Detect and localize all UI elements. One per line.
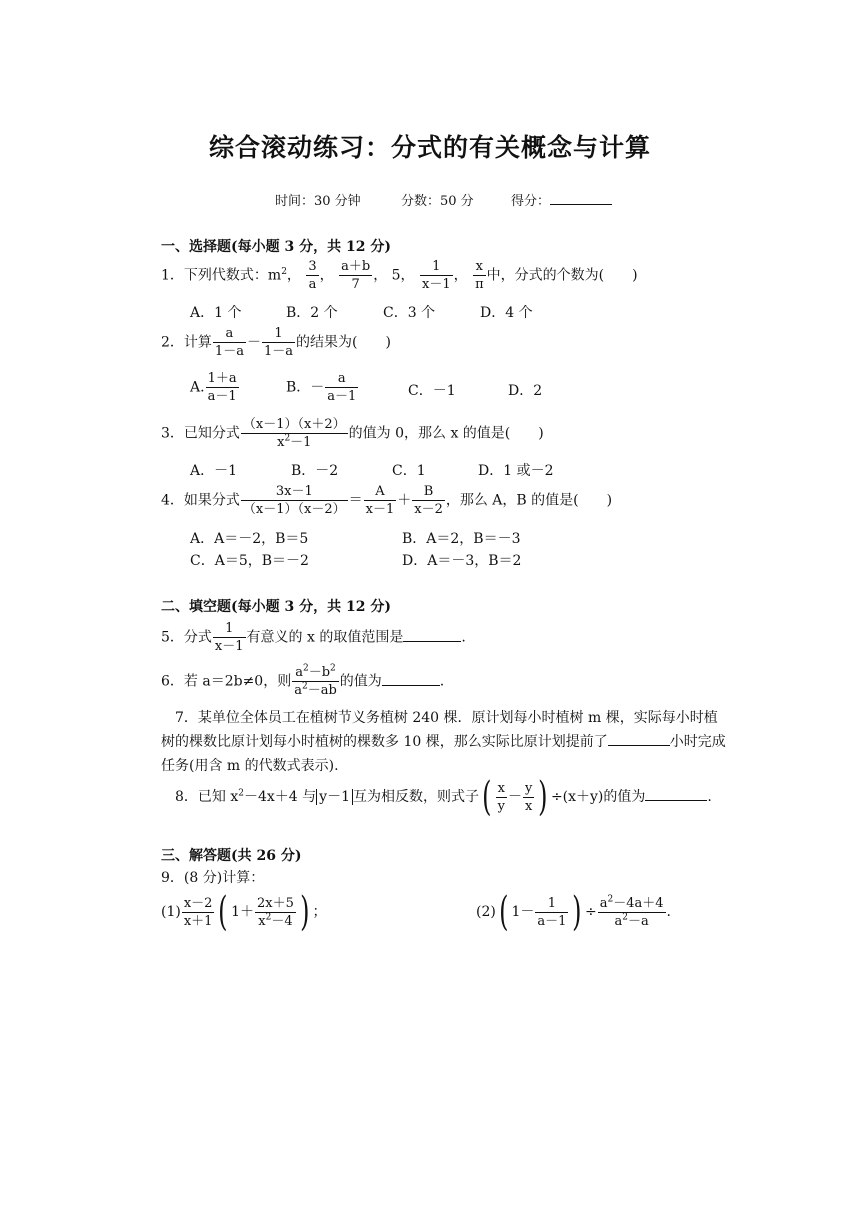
q3-option-b[interactable]: B．－2 (291, 463, 339, 479)
q1-option-d[interactable]: D．4 个 (480, 305, 533, 321)
q6-answer-blank[interactable] (382, 685, 440, 686)
q1-option-c[interactable]: C．3 个 (383, 305, 436, 321)
q9-part-2: (2)( 1－ $\frac{1}{a-1}$ ) ÷ $\frac{a^2-4a+4}{a^2-a}$ . (476, 889, 671, 935)
q1-option-b[interactable]: B．2 个 (286, 305, 338, 321)
fraction: $\frac{1}{1-a}$ (263, 326, 293, 359)
fraction: $\frac{1}{x-1}$ (214, 621, 244, 654)
q9-part-1: (1) $\frac{x-2}{x+1}$ ( 1＋ $\frac{2x+5}{x^2-4}$ ) ； (161, 889, 327, 935)
question-6: 6．若 a＝2b≠0，则 $\frac{a^2-b^2}{a^2-ab}$ 的值为 . (161, 663, 445, 698)
q2-option-d[interactable]: D．2 (508, 383, 543, 399)
question-4: 4．如果分式 $\frac{3x-1}{(x-1)(x-2)}$ ＝ $\frac{A}{x-1}$ ＋ $\frac{B}{x-2}$ ，那么 A，B 的值是( ) (161, 484, 613, 517)
q4-option-b[interactable]: B．A＝2，B＝－3 (402, 531, 521, 547)
fraction: $\frac{a}{1-a}$ (214, 326, 244, 359)
q4-option-d[interactable]: D．A＝－3，B＝2 (402, 553, 522, 569)
q3-option-a[interactable]: A．－1 (190, 463, 238, 479)
section-solve: 三、解答题(共 26 分) (161, 848, 302, 864)
score-label: 分数：50 分 (401, 194, 474, 209)
fraction: $\frac{a^2-b^2}{a^2-ab}$ (294, 663, 337, 698)
question-9: 9．(8 分)计算： (161, 870, 265, 886)
fraction: $\frac{a+b}{7}$ (341, 259, 371, 292)
question-5: 5．分式 $\frac{1}{x-1}$ 有意义的 x 的取值范围是 . (161, 621, 466, 654)
q2-option-c[interactable]: C．－1 (408, 383, 456, 399)
q1-option-a[interactable]: A．1 个 (190, 305, 242, 321)
fraction: $\frac{(x-1)(x+2)}{x^2-1}$ (242, 417, 346, 450)
q4-option-a[interactable]: A．A＝－2，B＝5 (190, 531, 309, 547)
time-label: 时间：30 分钟 (275, 194, 361, 209)
q4-option-c[interactable]: C．A＝5，B＝－2 (190, 553, 309, 569)
q8-answer-blank[interactable] (645, 800, 707, 801)
fraction: $\frac{3}{a}$ (308, 259, 317, 292)
fraction: $\frac{A}{x-1}$ (365, 484, 395, 517)
question-7: 7．某单位全体员工在植树节义务植树 240 棵．原计划每小时植树 m 棵，实际每小时植 树的棵数比原计划每小时植树的棵数多 10 棵，那么实际比原计划提前了 小时完成 任务(用含 m 的代数式表示). (161, 710, 726, 774)
q3-option-d[interactable]: D．1 或－2 (478, 463, 554, 479)
fraction: $\frac{x}{\pi}$ (475, 259, 484, 292)
question-8: 8．已知 $x^2-4x+4$ 与 y－1 互为相反数，则式子( $\frac{x}{y}$ － $\frac{y}{x}$ ) ÷(x＋y)的值为 . (175, 774, 712, 820)
got-score: 得分： (511, 190, 612, 209)
question-1: 1．下列代数式：$m^2$， $\frac{3}{a}$ ， $\frac{a+b}{7}$ ， 5， $\frac{1}{x-1}$ ， $\frac{x}{\pi}$ 中，分式的个数为( ) (161, 259, 638, 292)
page-title: 综合滚动练习：分式的有关概念与计算 (208, 133, 651, 162)
fraction: $\frac{1}{x-1}$ (422, 259, 451, 292)
abs-value: y－1 (316, 789, 353, 805)
question-2: 2．计算 $\frac{a}{1-a}$ － $\frac{1}{1-a}$ 的结果为( ) (161, 326, 391, 359)
question-3: 3．已知分式 $\frac{(x-1)(x+2)}{x^2-1}$ 的值为 0，那么 x 的值是( ) (161, 417, 544, 450)
section-choice: 一、选择题(每小题 3 分，共 12 分) (161, 239, 391, 255)
fraction: $\frac{3x-1}{(x-1)(x-2)}$ (242, 484, 346, 517)
fraction: $\frac{B}{x-2}$ (414, 484, 443, 517)
q7-answer-blank[interactable] (608, 745, 670, 746)
section-fill: 二、填空题(每小题 3 分，共 12 分) (161, 599, 391, 615)
q3-option-c[interactable]: C．1 (392, 463, 426, 479)
q5-answer-blank[interactable] (403, 641, 461, 642)
score-blank[interactable] (550, 204, 612, 205)
q2-option-b[interactable]: B．－ $\frac{a}{a-1}$ (286, 371, 357, 404)
q2-option-a[interactable]: A. $\frac{1+a}{a-1}$ (190, 371, 237, 404)
